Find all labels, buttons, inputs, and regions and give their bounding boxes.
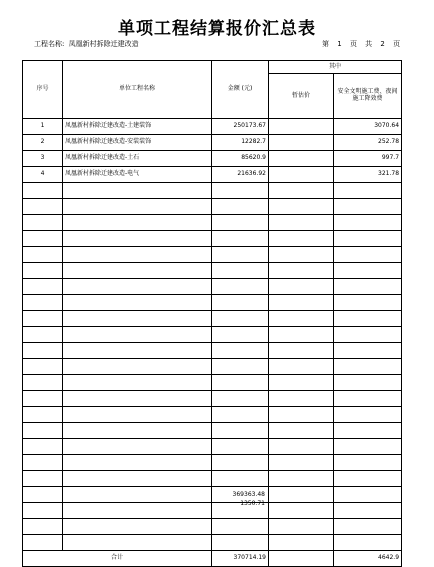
empty-cell [23, 471, 63, 487]
empty-cell [212, 295, 269, 311]
empty-cell [269, 279, 334, 295]
empty-cell [63, 343, 212, 359]
empty-cell [334, 263, 402, 279]
empty-cell [23, 343, 63, 359]
empty-cell [269, 263, 334, 279]
empty-cell [334, 375, 402, 391]
empty-cell [63, 503, 212, 519]
empty-cell [23, 487, 63, 503]
empty-cell [334, 247, 402, 263]
empty-cell [63, 375, 212, 391]
empty-cell [23, 327, 63, 343]
cell-name: 凤凰新村拆除迁建改造-土建装饰 [63, 119, 212, 135]
empty-cell [334, 407, 402, 423]
empty-cell [23, 311, 63, 327]
empty-cell [269, 295, 334, 311]
empty-cell [269, 183, 334, 199]
table-body [23, 119, 402, 551]
empty-cell [334, 327, 402, 343]
empty-cell [63, 311, 212, 327]
empty-row [23, 311, 402, 327]
empty-cell [269, 215, 334, 231]
empty-cell [334, 343, 402, 359]
empty-cell [212, 263, 269, 279]
empty-cell [269, 471, 334, 487]
empty-cell [63, 359, 212, 375]
empty-cell [23, 391, 63, 407]
total-provisional [269, 551, 334, 567]
col-header-of-which: 其中 [269, 61, 402, 74]
empty-cell [212, 311, 269, 327]
empty-cell [23, 423, 63, 439]
cell-provisional [269, 135, 334, 151]
empty-cell [212, 391, 269, 407]
empty-row [23, 279, 402, 295]
empty-cell [269, 359, 334, 375]
empty-row [23, 231, 402, 247]
extra-value-1: 369363.48 [232, 491, 265, 498]
total-safety: 4642.9 [334, 551, 402, 567]
empty-cell [212, 535, 269, 551]
empty-row [23, 263, 402, 279]
cell-provisional [269, 151, 334, 167]
empty-row [23, 215, 402, 231]
empty-cell [63, 263, 212, 279]
empty-row [23, 327, 402, 343]
page-prefix: 第 [322, 40, 329, 48]
empty-cell [63, 327, 212, 343]
empty-cell [23, 215, 63, 231]
table-row [23, 167, 402, 183]
empty-cell [63, 439, 212, 455]
empty-row [23, 455, 402, 471]
empty-row [23, 343, 402, 359]
empty-cell [63, 279, 212, 295]
table-row [23, 151, 402, 167]
cell-name: 凤凰新村拆除迁建改造-安装装饰 [63, 135, 212, 151]
empty-cell [212, 215, 269, 231]
cell-amount: 85620.9 [212, 151, 269, 167]
col-header-seq: 序号 [23, 61, 63, 119]
empty-cell [23, 279, 63, 295]
empty-cell [269, 231, 334, 247]
empty-cell [63, 391, 212, 407]
empty-cell [212, 199, 269, 215]
table-row [23, 119, 402, 135]
empty-cell [63, 423, 212, 439]
col-header-provisional: 暂估价 [269, 74, 334, 119]
empty-cell [269, 503, 334, 519]
cell-amount: 12282.7 [212, 135, 269, 151]
empty-cell [212, 407, 269, 423]
empty-cell [334, 295, 402, 311]
empty-cell [334, 535, 402, 551]
empty-cell [63, 215, 212, 231]
col-header-name: 单位工程名称 [63, 61, 212, 119]
extra-value-2: 1350.71 [240, 500, 265, 507]
empty-cell [334, 471, 402, 487]
empty-cell [334, 215, 402, 231]
empty-cell [269, 375, 334, 391]
empty-row [23, 423, 402, 439]
page-indicator [322, 39, 404, 49]
cell-safety: 3070.64 [334, 119, 402, 135]
empty-cell [269, 199, 334, 215]
empty-cell [23, 439, 63, 455]
empty-cell [63, 455, 212, 471]
empty-cell [23, 295, 63, 311]
cell-seq: 1 [23, 119, 63, 135]
empty-cell [269, 487, 334, 503]
empty-cell [63, 519, 212, 535]
empty-cell [23, 247, 63, 263]
empty-row [23, 295, 402, 311]
cell-safety: 997.7 [334, 151, 402, 167]
empty-cell [23, 199, 63, 215]
cell-amount: 21636.92 [212, 167, 269, 183]
empty-cell [63, 199, 212, 215]
empty-cell [63, 487, 212, 503]
col-header-safety: 安全文明施工费、夜间施工降效费 [334, 74, 402, 119]
empty-cell [269, 407, 334, 423]
empty-cell [334, 503, 402, 519]
empty-cell [212, 247, 269, 263]
empty-row [23, 199, 402, 215]
empty-row [23, 407, 402, 423]
empty-row [23, 359, 402, 375]
total-row [23, 551, 402, 567]
empty-cell [269, 311, 334, 327]
empty-cell [269, 423, 334, 439]
empty-cell [334, 311, 402, 327]
summary-table [22, 60, 402, 567]
col-header-amount: 金额 (元) [212, 61, 269, 119]
empty-cell [269, 439, 334, 455]
empty-row [23, 503, 402, 519]
empty-row [23, 471, 402, 487]
empty-row [23, 183, 402, 199]
empty-cell [334, 199, 402, 215]
empty-cell [23, 359, 63, 375]
cell-safety: 321.78 [334, 167, 402, 183]
empty-cell [23, 455, 63, 471]
empty-row [23, 519, 402, 535]
empty-cell [269, 247, 334, 263]
empty-cell [63, 295, 212, 311]
empty-cell [63, 407, 212, 423]
total-amount: 370714.19 [212, 551, 269, 567]
empty-cell [212, 455, 269, 471]
empty-cell [269, 519, 334, 535]
empty-cell [334, 519, 402, 535]
empty-cell [334, 439, 402, 455]
page-total-unit: 页 [393, 40, 401, 48]
cell-name: 凤凰新村拆除迁建改造-土石 [63, 151, 212, 167]
empty-cell [23, 503, 63, 519]
empty-cell [269, 343, 334, 359]
table-row [23, 135, 402, 151]
empty-cell [269, 535, 334, 551]
empty-cell [23, 519, 63, 535]
cell-name: 凤凰新村拆除迁建改造-电气 [63, 167, 212, 183]
empty-cell [63, 535, 212, 551]
empty-row [23, 487, 402, 503]
empty-cell [212, 231, 269, 247]
empty-cell [334, 183, 402, 199]
cell-seq: 2 [23, 135, 63, 151]
page-total: 2 [380, 40, 385, 48]
empty-cell [269, 391, 334, 407]
empty-cell [63, 231, 212, 247]
cell-seq: 4 [23, 167, 63, 183]
empty-cell [334, 455, 402, 471]
empty-row [23, 439, 402, 455]
empty-cell [269, 327, 334, 343]
empty-cell [334, 231, 402, 247]
empty-cell [23, 375, 63, 391]
page-title: 单项工程结算报价汇总表 [118, 19, 316, 39]
empty-cell [212, 183, 269, 199]
empty-row [23, 391, 402, 407]
project-name: 凤凰新村拆除迁建改造 [68, 40, 139, 48]
project-info [34, 39, 139, 49]
empty-cell [212, 423, 269, 439]
cell-seq: 3 [23, 151, 63, 167]
page-total-prefix: 共 [365, 40, 373, 48]
page-current: 1 [337, 40, 342, 48]
empty-cell [212, 439, 269, 455]
empty-cell [212, 343, 269, 359]
empty-cell [23, 263, 63, 279]
empty-cell [23, 407, 63, 423]
empty-cell [212, 279, 269, 295]
empty-cell [334, 279, 402, 295]
empty-cell [23, 535, 63, 551]
empty-cell [212, 359, 269, 375]
cell-provisional [269, 167, 334, 183]
empty-cell [63, 471, 212, 487]
empty-cell [23, 231, 63, 247]
empty-cell [269, 455, 334, 471]
empty-cell [212, 375, 269, 391]
empty-row [23, 375, 402, 391]
empty-cell [63, 247, 212, 263]
empty-cell [334, 487, 402, 503]
empty-row [23, 247, 402, 263]
total-label: 合计 [23, 551, 212, 567]
empty-cell [212, 471, 269, 487]
empty-cell [334, 391, 402, 407]
page-unit: 页 [349, 40, 357, 48]
project-label: 工程名称: [34, 40, 65, 48]
empty-cell [212, 519, 269, 535]
empty-cell [212, 327, 269, 343]
empty-row [23, 535, 402, 551]
empty-cell [334, 359, 402, 375]
empty-cell [63, 183, 212, 199]
cell-amount: 250173.67 [212, 119, 269, 135]
empty-cell [23, 183, 63, 199]
cell-safety: 252.78 [334, 135, 402, 151]
empty-cell [334, 423, 402, 439]
cell-provisional [269, 119, 334, 135]
